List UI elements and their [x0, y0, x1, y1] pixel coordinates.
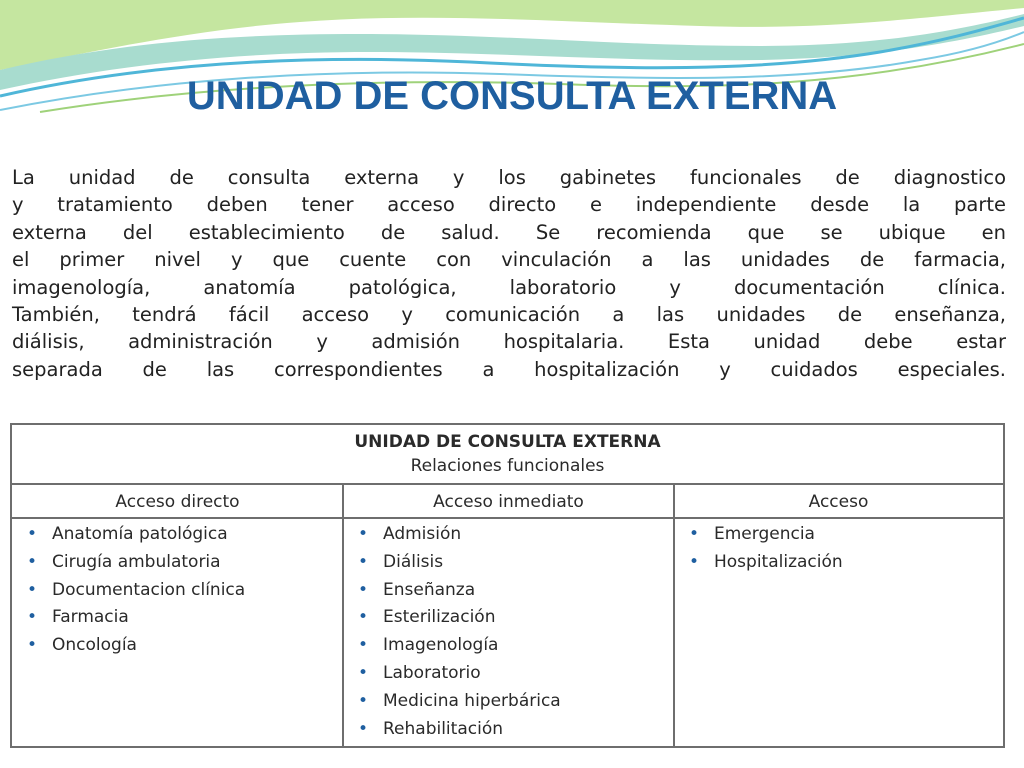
table-header [12, 425, 1003, 485]
column-header-direct: Acceso directo [12, 485, 343, 519]
bullet-icon: • [358, 635, 369, 656]
bullet-icon: • [27, 551, 38, 572]
list-item: • Anatomía patológica [12, 521, 343, 549]
list-item: • Farmacia [12, 604, 343, 632]
list-item: • Esterilización [343, 604, 674, 632]
bullet-icon: • [358, 718, 369, 739]
column-immediate [343, 521, 674, 746]
paragraph-line: el primer nivel y que cuente con vinculación a las unidades de farmacia, [12, 248, 1006, 272]
slide-title: UNIDAD DE CONSULTA EXTERNA [186, 74, 838, 118]
paragraph-line: externa del establecimiento de salud. Se recomienda que se ubique en [12, 220, 1006, 244]
bullet-icon: • [358, 662, 369, 683]
access-list [674, 521, 1003, 577]
bullet-icon: • [358, 524, 369, 544]
column-header-immediate: Acceso inmediato [343, 485, 674, 519]
paragraph-line: diálisis, administración y admisión hospitalaria. Esta unidad debe estar [12, 330, 1006, 354]
table-title: UNIDAD DE CONSULTA EXTERNA [354, 432, 661, 452]
bullet-icon: • [358, 551, 369, 572]
paragraph-line: imagenología, anatomía patológica, laboratorio y documentación clínica. [12, 275, 1006, 299]
list-item: • Cirugía ambulatoria [12, 549, 343, 577]
bullet-icon: • [358, 607, 369, 628]
table-subtitle: Relaciones funcionales [410, 456, 605, 476]
list-item: • Hospitalización [674, 549, 1003, 577]
bullet-icon: • [27, 579, 38, 600]
paragraph-line: También, tendrá fácil acceso y comunicación a las unidades de enseñanza, [12, 303, 1006, 327]
list-item: • Medicina hiperbárica [343, 688, 674, 716]
bullet-icon: • [358, 579, 369, 600]
list-item: • Rehabilitación [343, 716, 674, 744]
paragraph-line: y tratamiento deben tener acceso directo e independiente desde la parte [12, 193, 1006, 217]
paragraph-line: La unidad de consulta externa y los gabinetes funcionales de diagnostico [12, 166, 1006, 189]
list-item: • Imagenología [343, 632, 674, 660]
list-item: • Oncología [12, 632, 343, 660]
list-item: • Diálisis [343, 549, 674, 577]
bullet-icon: • [689, 551, 700, 572]
immediate-access-list [343, 521, 674, 743]
bullet-icon: • [27, 635, 38, 656]
list-item: • Enseñanza [343, 577, 674, 605]
bullet-icon: • [27, 607, 38, 628]
column-header-access: Acceso [674, 485, 1003, 519]
paragraph-line: separada de las correspondientes a hospitalización y cuidados especiales. [12, 357, 1006, 381]
list-item: • Emergencia [674, 521, 1003, 549]
bullet-icon: • [689, 524, 700, 544]
column-access [674, 521, 1003, 746]
list-item: • Documentacion clínica [12, 577, 343, 605]
direct-access-list [12, 521, 343, 660]
body-paragraph [12, 164, 1006, 383]
relations-table [10, 423, 1005, 748]
list-item: • Admisión [343, 521, 674, 549]
bullet-icon: • [358, 690, 369, 711]
bullet-icon: • [27, 524, 38, 544]
list-item: • Laboratorio [343, 660, 674, 688]
column-direct [12, 521, 343, 746]
